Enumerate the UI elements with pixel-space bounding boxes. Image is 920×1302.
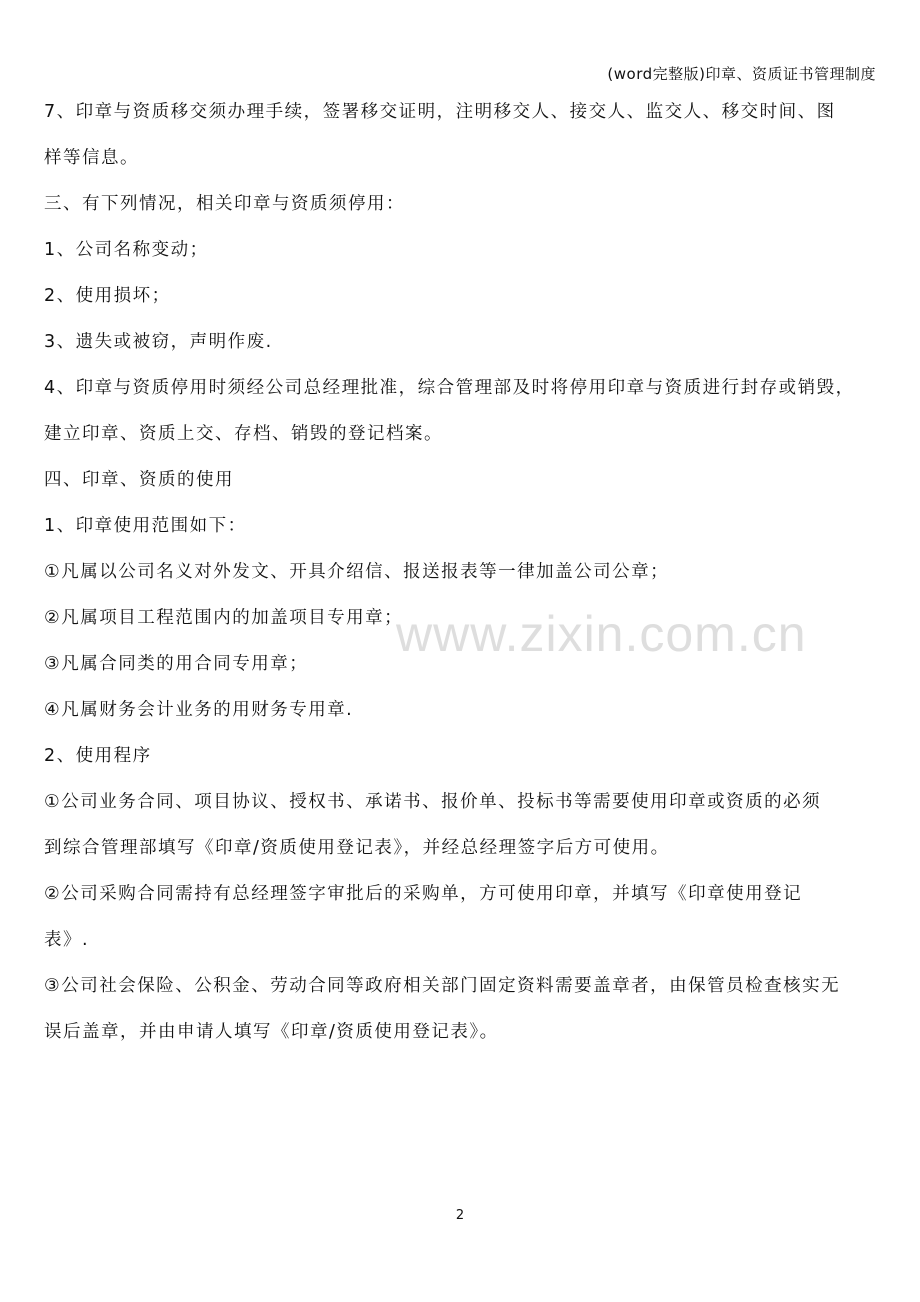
page-number: 2 <box>455 1208 465 1223</box>
usage-scope-item-1: ①凡属以公司名义对外发文、开具介绍信、报送报表等一律加盖公司公章； <box>44 562 670 582</box>
procedure-item-2-line-1: ②公司采购合同需持有总经理签字审批后的采购单，方可使用印章，并填写《印章使用登记 <box>44 884 803 904</box>
usage-scope-item-2: ②凡属项目工程范围内的加盖项目专用章； <box>44 608 404 628</box>
usage-scope-item-3: ③凡属合同类的用合同专用章； <box>44 654 309 674</box>
running-header: (word完整版)印章、资质证书管理制度 <box>607 65 876 83</box>
usage-procedure-heading: 2、使用程序 <box>44 746 152 766</box>
document-body <box>44 90 878 1044</box>
section-3-item-4-line-2: 建立印章、资质上交、存档、销毁的登记档案。 <box>44 424 443 444</box>
paragraph-7-line-2: 样等信息。 <box>44 148 139 168</box>
section-3-item-1: 1、公司名称变动； <box>44 240 209 260</box>
paragraph-7-line-1: 7、印章与资质移交须办理手续，签署移交证明，注明移交人、接交人、监交人、移交时间、图 <box>44 102 836 122</box>
watermark: www.zixin.com.cn <box>396 606 807 662</box>
usage-scope-heading: 1、印章使用范围如下： <box>44 516 247 536</box>
section-3-item-2: 2、使用损坏； <box>44 286 171 306</box>
usage-scope-item-4: ④凡属财务会计业务的用财务专用章. <box>44 700 354 720</box>
section-3-item-4-line-1: 4、印章与资质停用时须经公司总经理批准，综合管理部及时将停用印章与资质进行封存或销毁， <box>44 378 855 398</box>
procedure-item-1-line-1: ①公司业务合同、项目协议、授权书、承诺书、报价单、投标书等需要使用印章或资质的必须 <box>44 792 822 812</box>
procedure-item-3-line-2: 误后盖章，并由申请人填写《印章/资质使用登记表》。 <box>44 1022 499 1042</box>
section-4-heading: 四、印章、资质的使用 <box>44 470 234 490</box>
section-3-heading: 三、有下列情况，相关印章与资质须停用： <box>44 194 405 214</box>
procedure-item-1-line-2: 到综合管理部填写《印章/资质使用登记表》，并经总经理签字后方可使用。 <box>44 838 670 858</box>
section-3-item-3: 3、遗失或被窃，声明作废. <box>44 332 273 352</box>
procedure-item-3-line-1: ③公司社会保险、公积金、劳动合同等政府相关部门固定资料需要盖章者，由保管员检查核实无 <box>44 976 841 996</box>
procedure-item-2-line-2: 表》. <box>44 930 90 950</box>
